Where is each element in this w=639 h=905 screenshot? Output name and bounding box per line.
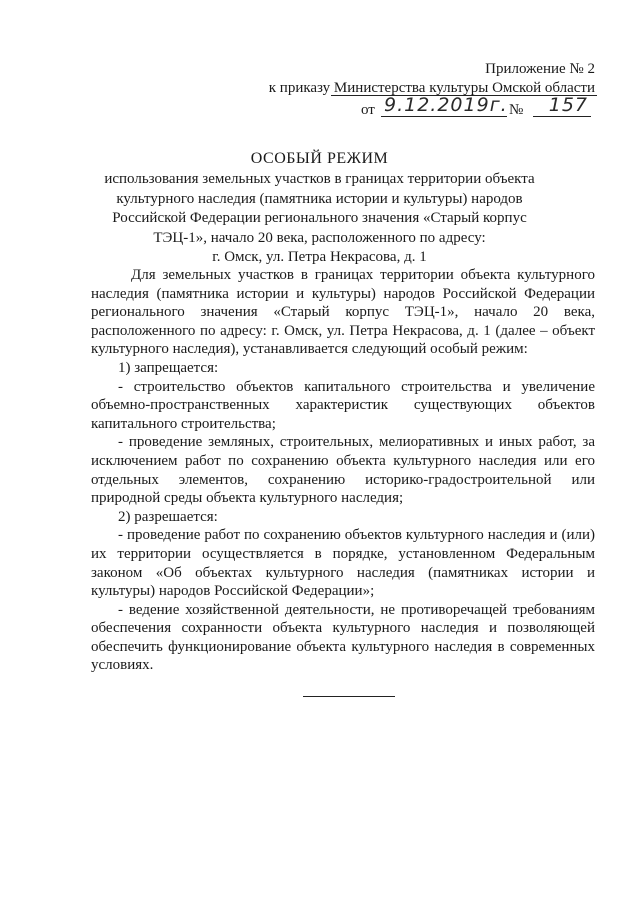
subtitle-line: культурного наследия (памятника истории и культуры) народов [116,190,523,207]
section-2-item: - проведение работ по сохранению объектов культурного наследия и (или) их территории осуществляется в порядке, установленном Федеральным законом «Об объектах культурного наследия (памятниках истории и культуры) народов Российской Федерации»; [91,527,595,600]
closing-separator-line [303,696,395,697]
subtitle-line: Российской Федерации регионального значения «Старый корпус [112,210,527,226]
document-body [91,266,595,675]
order-date-row [235,94,595,122]
subtitle-line: г. Омск, ул. Петра Некрасова, д. 1 [212,249,427,265]
section-2-item: - ведение хозяйственной деятельности, не противоречащей требованиям обеспечения сохранности объекта культурного наследия и позволяющей обеспечить функционирование объекта культурного наследия в современных условиях. [91,601,595,674]
section-1-item: - строительство объектов капитального строительства и увеличение объемно-пространственных характеристик существующих объектов капитального строительства; [91,378,595,432]
intro-paragraph: Для земельных участков в границах территории объекта культурного наследия (памятника истории и культуры) народов Российской Федерации регионального значения «Старый корпус ТЭЦ-1», начало 20 века, расположенного по адресу: г. Омск, ул. Петра Некрасова, д. 1 (далее – объект культурного наследия), устанавливается следующий особый режим: [91,267,595,358]
date-prefix: от [361,102,375,118]
appendix-header [235,60,595,122]
section-2-heading: 2) разрешается: [118,508,218,525]
appendix-label: Приложение № 2 [485,61,595,77]
document-title: ОСОБЫЙ РЕЖИМ [250,150,389,167]
handwritten-date: 9.12.2019г. [381,94,507,117]
number-sign: № [509,102,524,118]
section-1-heading: 1) запрещается: [118,359,219,376]
subtitle-line: использования земельных участков в границах территории объекта [104,171,535,187]
handwritten-number: 157 [533,94,591,117]
title-block [0,148,639,268]
order-reference: к приказу Министерства культуры Омской области [268,80,595,96]
section-1-item: - проведение земляных, строительных, мелиоративных и иных работ, за исключением работ по сохранению объекта культурного наследия или его отдельных элементов, сохранению историко-градостроительной или природной среды объекта культурного наследия; [91,434,595,507]
subtitle-line: ТЭЦ-1», начало 20 века, расположенного по адресу: [153,229,486,246]
